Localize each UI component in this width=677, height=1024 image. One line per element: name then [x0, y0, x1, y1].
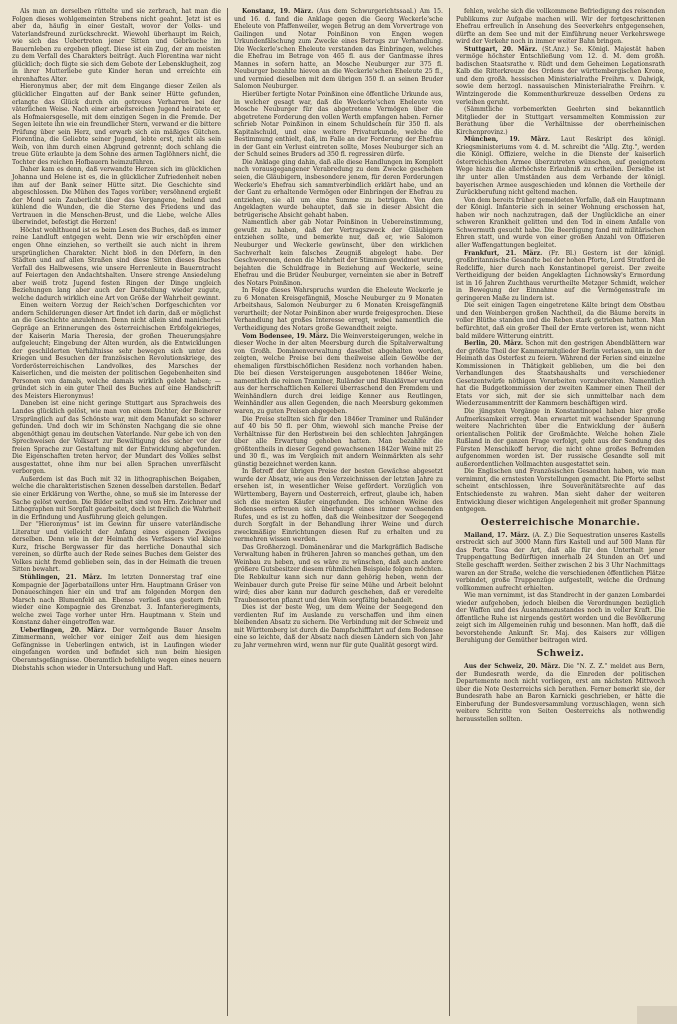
article-dateline: Frankfurt, 21. März.	[464, 249, 543, 257]
column-right	[449, 8, 671, 1016]
article-text: (A. Z.) Die Sequestration unseres Kastells erstreckt sich auf 3000 Mann fürs Kastell und auf 500 Mann für das Porta Tosa der Art, daß alle für den Unterhalt jener Truppengattung Bedürftigen innerhalb 24 Stunden an Ort und Stelle geschafft werden. Seither zwischen 2 bis 3 Uhr Nachmittags waren an der Straße, welche die verschiedenen öffentlichen Plätze verbindet, große Truppenzüge aufgestellt, welche die Ordnung vollkommen aufrecht erhielten.	[456, 531, 666, 592]
article-dateline: Konstanz, 19. März.	[242, 8, 314, 15]
article-text: Die jüngsten Vorgänge in Konstantinopel haben hier große Aufmerksamkeit erregt. Man erwartet mit wachsender Spannung weitere Nachrichten über die Entwicklung der äußern orientalischen Politik der Großmächte. Welche hohen Ziele Rußland in der ganzen Frage verfolgt, geht aus der Sendung des Fürsten Menschikoff hervor, die nicht ohne großes Befremden aufgenommen worden ist. Der russische Gesandte soll mit außerordentlichen Vollmachten ausgestattet sein.	[456, 407, 665, 468]
article-paragraph	[456, 468, 665, 513]
article-text: (Aus dem Schwurgerichtssaal.) Am 15. und 16. d. fand die Anklage gegen die Georg Weckerle'sche Eheleute von Pfaffenweiler, wegen Betrug an dem Vorvertrage von Gailingen und Notar Poinßinon von Engen wegen Urkundenfälschung zum Zwecke eines Betrugs zur Verhandlung. Die Weckerle'schen Eheleute verstanden das Einbringen, welches die Ehefrau im Betrage von 465 fl. aus der Gantmasse ihres Mannes in sofern hatte, an Mosche Neuburger zur 375 fl. Neuburger bezahlte hievon an die Weckerle'schen Eheleute 25 fl., und vermied dieselben mit dem übrigen 350 fl. an seinen Bruder Salomon Neuburger.	[234, 8, 443, 91]
article-dateline: Berlin, 20. März.	[464, 340, 524, 348]
article-paragraph	[456, 197, 665, 250]
article-paragraph	[456, 663, 665, 723]
section-heading: Schweiz.	[536, 649, 585, 659]
article-paragraph	[234, 8, 443, 91]
article-paragraph	[12, 8, 221, 83]
article-paragraph	[12, 627, 221, 672]
article-text: Wie man vernimmt, ist das Standrecht in der ganzen Lombardei wieder aufgehoben, jedoch bleiben die Verordnungen bezüglich der Waffen und des Ausnahmezustandes noch in voller Kraft. Die öffentliche Ruhe ist nirgends gestört worden und die Bevölkerung zeigt sich im Allgemeinen ruhig und besonnen. Man hofft, daß die bevorstehende Ankunft Sr. Maj. des Kaisers zur völligen Beruhigung der Gemüther beitragen wird.	[456, 592, 665, 645]
column-left	[6, 8, 227, 1016]
article-dateline: Stühlingen, 21. März.	[20, 574, 102, 582]
article-paragraph	[456, 592, 665, 645]
article-text: Schon mit den gestrigen Abendblättern war der größte Theil der Kammermitglieder Berlin verlassen, um in der Heimath das Osterfest zu feiern. Während der Ferien sind einzelne Kommissionen in Thätigkeit geblieben, um die bei den Verhandlungen des Staatshaushalts und verschiedener Gesetzentwürfe nöthigen Vorarbeiten vorzubereiten. Namentlich hat die Budgetkommission der zweiten Kammer einen Theil der Etats vor sich, mit der sie sich unmittelbar nach dem Wiederzusammentritt der Kammern beschäftigen wird.	[456, 340, 665, 408]
article-paragraph	[456, 106, 665, 136]
article-text: fehlen, welche sich die vollkommene Befriedigung des reisenden Publikums zur Aufgabe machen will. Wir der fortgeschrittenen Ehefrau erfreulich in Ansehung des Seeverkehrs entgegensehen, dürfte an dem See und mit der Einführung neuer Verkehrswege wird der Verkehr noch in immer weiter Bahn bringen.	[456, 8, 665, 46]
article-text: Daneben ist eine nicht geringe Stuttgart aus Sprachweis des Landes glücklich gelöst, wie man von einem Dichter, der Beinerer Ursprünglich auf das Schönste war, mit dem Manufakt so schwer gefunden. Und doch wir im Schönsten Nachgang die sie ohne abgenöthigt genau im deutschen Vaterlande. Nur gebe ich von den Sprechweisen der Volksart zur Bewältigung des sicher vor der freien Sprache zur Gestaltung mit der Entwicklung abgefunden. Die Eigenschaften treten hervor, der Mundart des Volkes selbst ausgestattet, ohne ihm nur bei allen Sprachen unverfälscht verborgen.	[12, 400, 221, 476]
article-text: Die seit einigen Tagen eingetretene Kälte bringt dem Obstbau und den Weinbergen großen Nachtheil, da die Bäume bereits in voller Blüthe standen und die Reben stark getrieben hatten. Man befürchtet, daß ein großer Theil der Ernte verloren ist, wenn nicht bald mildere Witterung eintritt.	[456, 302, 665, 340]
article-paragraph	[456, 340, 665, 408]
article-paragraph	[456, 408, 665, 468]
section-heading: Oesterreichische Monarchie.	[480, 517, 641, 528]
article-paragraph	[234, 333, 443, 416]
article-dateline: München, 19. März.	[464, 136, 551, 144]
article-text: Die Anklage ging dahin, daß alle diese Handlungen im Komplott nach vorausgegangener Verabredung zu dem Zwecke geschehen seien, die Gläubigern, insbesondere jenem, für deren Forderungen Weckerle's Ehefrau sich sammtverbindlich erklärt habe, und an der Gant zu erhaltende Vermögen oder Einbringen der Ehefrau zu entziehen, sie all um eine Summe zu betrügen. Von den Angeklagten wurde behauptet, daß sie in dieser Absicht die betrügerische Absicht gehabt haben.	[234, 158, 443, 219]
article-dateline: Ueberlingen, 20. März.	[20, 626, 107, 634]
article-paragraph	[234, 287, 443, 332]
article-paragraph	[12, 400, 221, 475]
article-text: Die "N. Z. Z." meldet aus Bern, der Bundesrath werde, da die Einreden der politischen Departemente noch nicht vorliegen, erst am nächsten Mittwoch über die Note Oesterreichs sich berathen. Ferner bemerkt sie, der Bundesrath habe an Baron Karnicki geschrieben, er hätte die Einberufung der Bundesversammlung vorzuschlagen, wenn sich weitere Schritte von Seiten Oesterreichs als nothwendig herausstellen sollten.	[456, 663, 665, 723]
article-text: Laut Reskript des königl. Kriegsministeriums vom 4. d. M. schreibt die "Allg. Ztg.", werden die Königl. Offiziere, welche in die Dienste der kaiserlich österreichischen Armee überzutreten wünschen, auf geeignetem Wege hiezu die allerhöchste Erlaubniß zu ertheilen. Derselbe ist ihr unter allen Umständen aus dem Verbande der königl. bayerischen Armee ausgeschieden und können die Vortheile der Zurückberufung nicht geltend machen.	[456, 136, 666, 197]
article-text: Die Preise stellten sich für den 1846er Traminer und Ruländer auf 40 bis 50 fl. per Ohm, wiewohl sich manche Preise der Verhältnisse für den Herbstwein bei den schlechten Jahrgängen über alle Erwartung gehoben hatten. Man bezahlte die größtentheils in dieser Gegend gewachsenen 1842er Weine mit 25 und 30 fl., was im Vergleich mit andern Weinmärkten als sehr günstig bezeichnet werden kann.	[234, 415, 443, 468]
article-text: Im letzten Donnerstag traf eine Kompagnie der Jägerbataillons unter Hrn. Hauptmann Gräser von Donaueschingen hier ein und traf am folgenden Morgen den Marsch nach Blumenfeld an. Ebenso verließ uns gestern früh wieder eine Kompagnie des Grenzbat. 3. Infanterieregiments, welche zwei Tage vorher unter Hrn. Hauptmann v. Stein und Konstanz daher eingetroffen war.	[12, 574, 221, 627]
article-text: Das Großherzogl. Domänenärar und die Markgräflich Badische Verwaltung haben in früheren Jahren so manches gethan, um den Weinbau zu heben, und es wäre zu wünschen, daß auch andere größere Gutsbesitzer diesem rühmlichen Beispiele folgen möchten. Die Rebkultur kann sich nur dann gehörig heben, wenn der Weinbauer durch gute Preise für seine Mühe und Arbeit belohnt wird; dies aber kann nur dadurch geschehen, daß er veredelte Traubensorten pflanzt und den Wein sorgfältig behandelt.	[234, 543, 443, 604]
article-text: (Fr. Bl.) Gestern ist der königl. großbritannische Gesandte bei der hohen Pforte, Lord Stratford de Redcliffe, hier durch nach Konstantinopel gereist. Der zweite Vertheidigung der beiden Angeklagten Lichnowsky's Ermordung ist in 16 Jahren Zuchthaus verurtheilte Metzger Schmidt, welcher in Bewegung der Einnahme auf die Vermögensstrafe im geringeren Maße zu lindern ist.	[456, 249, 665, 302]
article-paragraph	[12, 83, 221, 166]
article-text: Hierüber fertigte Notar Poinßinon eine öffentliche Urkunde aus, in welcher gesagt war, daß die Weckerle'schen Eheleute von Mosche Neuburger für das abgetretene Vermögen über die abgetretene Forderung den vollen Werth empfangen haben. Ferner schrieb Notar Poinßinon in einem Schuldschein für 350 fl. als Kapitalschuld, und eine weitere Privaturkunde, welche die Bestimmung enthielt, daß, im Falle an der Forderung der Ehefrau in der Gant ein Verlust eintreten sollte, Moses Neuburger sich an der Schuld seines Bruders ad 350 fl. regressiren dürfe.	[234, 91, 443, 159]
article-paragraph	[234, 159, 443, 219]
article-text: Als man an derselben rüttelte und sie zerbrach, hat man die Folgen dieses wohlgemeinten Strebens nicht geahnt. Jetzt ist es aber da, häufig in einer Gestalt, wovor der Volks- und Vaterlandsfreund zurückschreckt. Wiewohl überhaupt im Reich, wie sich das Uebertreten jener Sitten und Gebräuche im Bauernleben zu ergeben pflegt. Diese ist ein Zug, der am meisten zu dem Verfall des Charakters beiträgt. Auch Florentina war nicht glücklich; doch fügte sie sich dem Gebote der Lebensklugheit, zog in ihrer Mutterliebe gute Kinder heran und erreichte ein ehrenhaftes Alter.	[12, 8, 221, 83]
article-paragraph	[456, 136, 665, 196]
article-text: Einen weitern Vorzug der Reich'schen Dorfgeschichten vor andern Schilderungen dieser Art findet ich darin, daß er möglichst an die Geschichte anzulehnen. Denn nicht allein sind manicherlei Gepräge an Erinnerungen des österreichischen Erbfolgekrieges, der Kaiserin Maria Theresia, der großen Theuerungsjahre aufgeleucht; Eingebung der Alten wurden, als die Entwicklungen der geschilderten Verhältnisse sehr bewegen sich unter des Kriegen und Besuchen der französischen Revolutionskriege, des Vorderösterreichischen Landvolkes, des Marsches der Kaiserlichen, und die meisten der politischen Gegebenheiten sind Personen von damals, welche damals wirklich gelebt haben; — gründet sich in ein guter Theil des Buches auf eine Handschrift des Meisters Hieronymus!	[12, 302, 221, 400]
article-text: Dies ist der beste Weg, um dem Weine der Seegegend den verdienten Ruf im Auslande zu verschaffen und ihm einen bleibenden Absatz zu sichern. Die Verbindung mit der Schweiz und mit Württemberg ist durch die Dampfschifffahrt auf dem Bodensee eine so leichte, daß der Absatz nach diesen Ländern sich von Jahr zu Jahr vermehren wird, wenn nur für gute Qualität gesorgt wird.	[234, 604, 443, 649]
torn-corner	[637, 1006, 677, 1024]
article-paragraph	[234, 416, 443, 469]
article-paragraph	[234, 219, 443, 287]
article-text: Der vermögende Bauer Anselm Zimmermann, welcher vor einiger Zeit aus dem hiesigen Gefängnisse in Ueberlingen entwich, ist in Laufingen wieder eingefangen worden und befindet sich nun beim hiesigen Oberamtsgefängnisse. Oberamtlich befehligte wegen eines neuern Diebstahls schon wieder in Untersuchung und Haft.	[12, 626, 221, 672]
article-text: Außerdem ist das Buch mit 32 in lithographischen Beigaben, welche die charakteristischen Szenen desselben darstellen. Bedarf sie einer Erklärung von Werthe, ohne, so muß sie im Interesse der Sache gelöst werden. Die Bilder selbst sind von Hrn. Zeichner und Lithographen mit Sorgfalt gearbeitet, doch ist freilich die Wahrheit in die Erfindung und Ausführung gleich gelungen.	[12, 475, 221, 521]
article-text: Höchst wohlthuend ist es beim Lesen des Buches, daß es immer reine Landluft entgegen weht. Denn wie wir erschöpfen einer engen Ohne einziehen, so vertheilt sie auch nicht in ihrem ursprünglichen Charakter. Nicht bloß in den Dörfern, in den Städten und auf allen Straßen sind diese Sitten dieses Buches Verfall des Halbwesens, wie unsere Herrenleute in Bauerntracht auf Feiertagen den Andachtshalten. Unsere strenge Ansiedelung aber weiß trotz Jugend festen Ringen der Dinge ungleich Beziehungen lang aber auch der Darstellung wieder zugute, welche dadurch wirklich eine Art von Größe der Wahrheit gewinnt.	[12, 226, 221, 302]
article-paragraph	[456, 532, 665, 592]
article-text: Namentlich aber gab Notar Poinßinon in Uebereinstimmung, gewußt zu haben, daß der Vertragszweck der Gläubigern entziehen sollte, und bemerkte nur, daß er, wie Salomon Neuburger und Weckerle gewünscht, über den wirklichen Sachverhalt kein falsches Zeugniß abgelegt habe. Der Geschworenen, denen die Mehrheit der Stimmen gewidmet wurde, bejahten die Schuldfrage in Beziehung auf Weckerle, seine Ehefrau und die Brüder Neuburger, verneinten sie aber in Betreff des Notars Poinßinon.	[234, 219, 443, 287]
article-paragraph	[234, 91, 443, 159]
article-paragraph	[234, 468, 443, 543]
article-paragraph	[456, 250, 665, 303]
article-paragraph	[12, 166, 221, 226]
article-text: Die Weinversteigerungen, welche in dieser Woche in der alten Meersburg durch die Spitalverwaltung von Großh. Domänenverwaltung daselbst abgehalten worden, zeigten, welche Preise bei dem theilweise allein Gewölbe der ehemaligen fürstbischöflichen Residenz noch vorhanden haben. Die bei diesen Versteigerungen ausgebotenen 1846er Weine, namentlich die reinen Traminer, Ruländer und Blauklävner wurden aus der herrschaftlichen Kellerei überraschend den Fremdem und Weinhändlern durch drei leidige Kenner aus Reutlingen, Weinhändler aus allen Gegenden, die nach Meersburg gekommen waren, zu guten Preisen abgegeben.	[234, 332, 443, 415]
article-paragraph	[12, 302, 221, 400]
article-paragraph	[234, 544, 443, 604]
column-middle	[227, 8, 449, 1016]
article-text: In Betreff der übrigen Preise der besten Gewächse abgesetzt wurde der Absatz, wie aus den Verzeichnissen der letzten Jahre zu ersehen ist, in wesentlicher Weise gefördert. Vorzüglich von Württemberg, Bayern und Oesterreich, erfreut, glaube ich, haben sich die meisten Käufer eingefunden. Die schönen Weine des Bodensees erfreuen sich überhaupt eines immer wachsenden Rufes, und es ist zu hoffen, daß die Weinbesitzer der Seegegend durch Sorgfalt in der Behandlung ihrer Weine und durch zweckmäßige Einrichtungen diesen Ruf zu erhalten und zu vermehren wissen werden.	[234, 468, 443, 544]
article-paragraph	[12, 227, 221, 302]
article-text: Die Englischen und Französischen Gesandten haben, wie man vernimmt, die ernstesten Vorstellungen gemacht. Die Pforte selbst scheint entschlossen, ihre Souveränitätsrechte auf das Entschiedenste zu wahren. Man sieht daher der weiteren Entwicklung dieser wichtigen Angelegenheit mit großer Spannung entgegen.	[456, 468, 665, 514]
article-text: Der "Hieronymus" ist im Gewinn für unsere vaterländische Literatur und vielleicht der Anfang eines eigenen Zweiges derselben. Denn wie in der Heimath des Verfassers viel kleine Kurz, frische Bergwasser für das herrliche Donauthal sich vereinen, so dürfte auch der Rede seines Buches dem Geister des Volkes nicht fremd geblieben sein, das in der Heimath die treuen Sitten bewahrt.	[12, 521, 221, 574]
article-dateline: Mailand, 17. März.	[464, 531, 530, 539]
article-paragraph	[456, 46, 665, 106]
article-paragraph	[456, 8, 665, 46]
article-text: (St.Anz.) Se. Königl. Majestät haben vermöge höchster Entschließung vom 12. d. M. dem großh. badischen Staatsrathe v. Rüdt und dem Geheimen Legationsrath Kalb die Ritterkreuze des Ordens der württembergischen Krone, und dem großh. hessischen Ministerialrathe Freihrn. v. Dalwigk, sowie dem herzogl. nassauischen Ministerialrathe Freihrn. v. Wintzingerode die Kommenthurkreuze desselben Ordens zu verleihen geruht.	[456, 45, 665, 106]
article-text: (Sämmtliche vorbemerkten Geehrten sind bekanntlich Mitglieder der in Stuttgart versammelten Kommission zur Berathung über die Verhältnisse der oberrheinischen Kirchenprovinz.)	[456, 106, 665, 136]
article-paragraph	[12, 476, 221, 521]
article-paragraph	[456, 302, 665, 340]
article-paragraph	[12, 574, 221, 627]
article-dateline: Aus der Schweiz, 20. März.	[464, 663, 561, 671]
article-paragraph	[234, 604, 443, 649]
article-dateline: Stuttgart, 20. März.	[464, 45, 538, 53]
article-text: In Folge dieses Wahrspruchs wurden die Eheleute Weckerle je zu 6 Monaten Kreisgefängniß, Mosche Neuburger zu 9 Monaten Arbeitshaus, Salomon Neuburger zu 6 Monaten Kreisgefängniß verurtheilt; der Notar Poinßinon aber wurde freigesprochen. Diese Verhandlung hat großes Interesse erregt, wobei namentlich die Vertheidigung des Notars große Gewandtheit zeigte.	[234, 287, 443, 332]
article-paragraph	[12, 521, 221, 574]
article-text: Von dem bereits früher gemeldeten Vorfalle, daß ein Hauptmann der Königl. Infanterie sich in seiner Wohnung erschossen hat, haben wir noch nachzutragen, daß der Unglückliche an einer schweren Krankheit gelitten und den Tod in einem Anfalle von Schwermuth gesucht habe. Die Beerdigung fand mit militärischen Ehren statt, und wurde von einer großen Anzahl von Offizieren aller Waffengattungen begleitet.	[456, 196, 665, 249]
article-dateline: Vom Bodensee, 19. März.	[242, 332, 329, 340]
article-text: Hieronymus aber, der mit dem Eingange dieser Zeilen als glücklicher Eingatten auf der Bank seiner Hütte gefunden, erlangte das Glück durch ein getreues Verharren bei der väterlichen Weise. Nach einer arbeitsreichen Jugend heiratete er, als Hofmaiersgeselle, mit dem einzigen Segen in die Fremde. Der Segen leitete ihn wie ein freundlicher Stern, verwand er die bittere Prüfung über sein Herz, und erwarb sich ein mäßiges Gütchen. Florentina, die Geliebte seiner Jugend, lebte erst, nicht als sein Weib, von ihm durch einen Abgrund getrennt; doch schlang die treue Güte erlaubte ja dem Sohne des armen Taglöhners nicht, die Tochter des reichen Hofbauern heimzuführen.	[12, 83, 222, 166]
article-text: Daher kam es denn, daß verwandte Herzen sich im glücklichen Johanna und Helene ist es, die in glücklicher Zufriedenheit neben ihm auf der Bank seiner Hütte sitzt. Die Geschichte sind abgeschlossen. Die Mühen des Tages vorüber; versöhnend ergießt der Mond sein Zauberlicht über das Vergangene, heilend und kühlend die Wunden, die die Sterne des Friedens und das Vertrauen in die Menschen-Brust, und die Liebe, welche Alles überwindet, befestigt die Herzen!	[12, 166, 221, 227]
